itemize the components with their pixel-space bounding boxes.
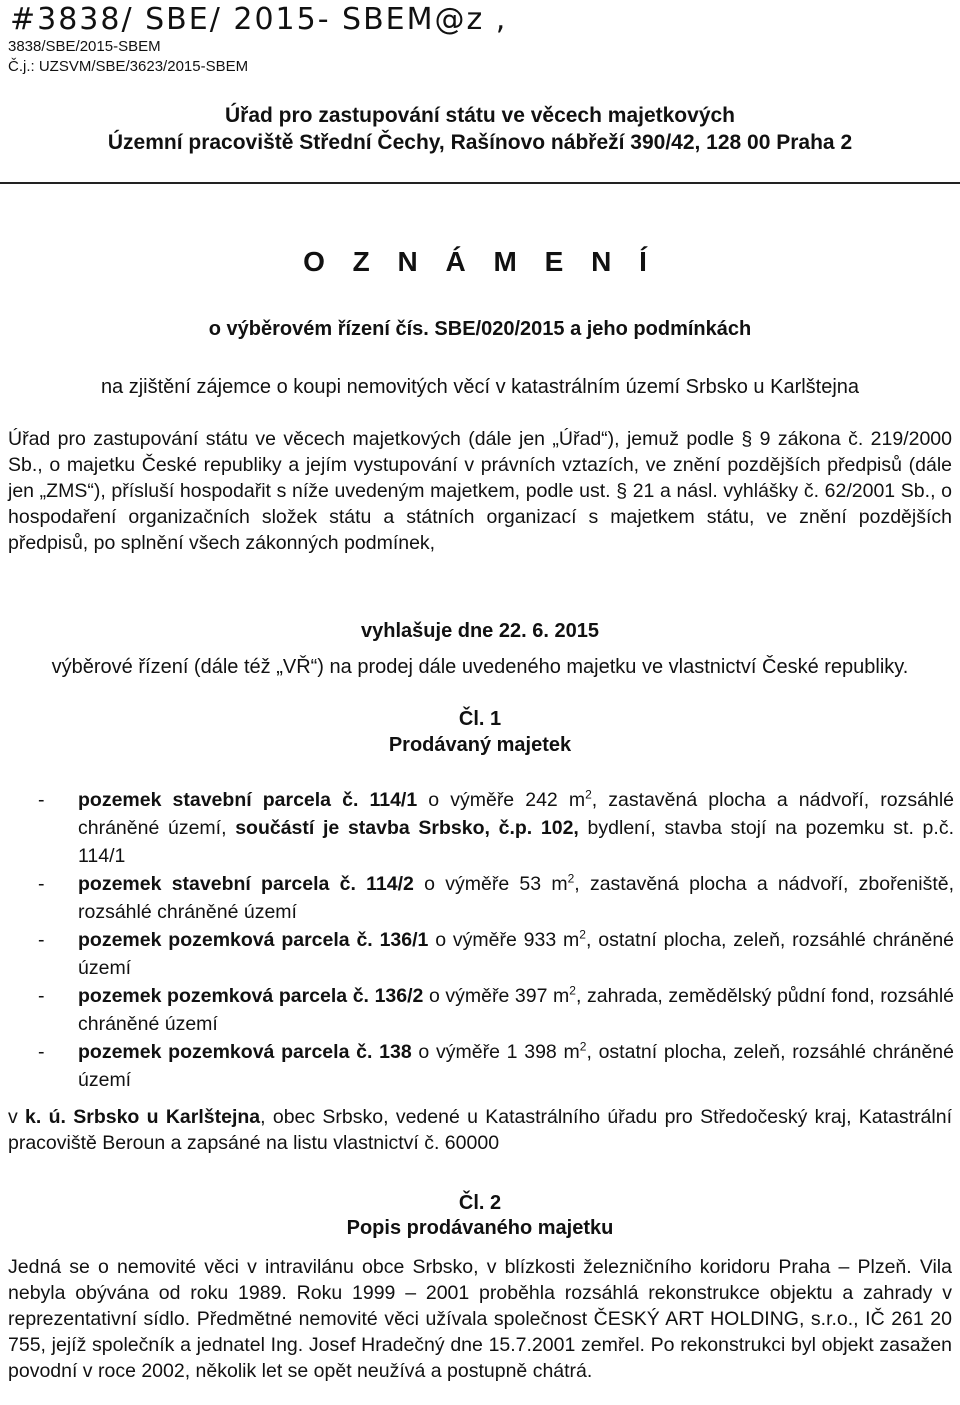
- authority-address: Územní pracoviště Střední Čechy, Rašínovo nábřeží 390/42, 128 00 Praha 2: [107, 131, 853, 154]
- article-2-number: Čl. 2: [458, 1192, 502, 1214]
- parcel-number: 138: [379, 1041, 412, 1063]
- parcel-area: o výměře 53 m: [424, 873, 568, 895]
- parcel-area: o výměře 242 m: [428, 789, 586, 811]
- parcel-label: pozemek pozemková parcela č.: [78, 929, 373, 951]
- list-item: [38, 926, 954, 982]
- article-1-number: Čl. 1: [458, 708, 502, 730]
- announcement-date: vyhlašuje dne 22. 6. 2015: [361, 620, 599, 642]
- area-unit-exponent: 2: [567, 871, 575, 886]
- parcel-number: 136/1: [379, 929, 429, 951]
- parcel-number: 136/2: [374, 985, 424, 1007]
- parcel-description: , ostatní plocha, zeleň, rozsáhlé chráněné území: [78, 929, 955, 979]
- parcel-description: , zastavěná plocha a nádvoří, rozsáhlé chráněné území,: [78, 789, 955, 839]
- list-dash: -: [38, 789, 45, 811]
- location-paragraph: [8, 1104, 952, 1156]
- area-unit-exponent: 2: [579, 1039, 587, 1054]
- parcel-number: 114/2: [366, 873, 414, 895]
- property-list: [38, 786, 954, 1094]
- notice-subtitle: o výběrovém řízení čís. SBE/020/2015 a jeho podmínkách: [208, 318, 752, 340]
- cadastral-abbr: k. ú.: [25, 1106, 66, 1128]
- list-item: [38, 870, 954, 926]
- parcel-label: pozemek pozemková parcela č.: [78, 1041, 373, 1063]
- notice-title: O Z N Á M E N Í: [303, 246, 657, 277]
- header-divider: [0, 182, 960, 184]
- area-unit-exponent: 2: [579, 927, 586, 942]
- intro-paragraph: Úřad pro zastupování státu ve věcech majetkových (dále jen „Úřad“), jemuž podle § 9 zákona č. 219/2000 Sb., o majetku České republiky a jejím vystupování v právních vztazích, ve znění pozdějších předpisů (dále jen „ZMS“), přísluší hospodařit s níže uvedeným majetkem, podle ust. § 21 a násl. vyhlášky č. 62/2001 Sb., o hospodaření organizačních složek státu a státních organizací s majetkem státu, ve znění pozdějších předpisů, po splnění všech zákonných podmínek,: [8, 428, 952, 554]
- parcel-label: pozemek pozemková parcela č.: [78, 985, 369, 1007]
- parcel-area: o výměře 1 398 m: [418, 1041, 580, 1063]
- cadastral-name: Srbsko u Karlštejna: [73, 1106, 261, 1128]
- list-item: [38, 982, 954, 1038]
- building-description: bydlení, stavba stojí na pozemku st. p.č. 114/1: [78, 817, 954, 867]
- area-unit-exponent: 2: [569, 983, 576, 998]
- list-dash: -: [38, 929, 45, 951]
- parcel-area: o výměře 397 m: [428, 985, 570, 1007]
- parcel-description: , zahrada, zemědělský půdní fond, rozsáhlé chráněné území: [78, 985, 955, 1035]
- parcel-label: pozemek stavební parcela č.: [78, 873, 356, 895]
- document-code: #3838/ SBE/ 2015- SBEM@z ,: [10, 2, 508, 37]
- list-dash: -: [38, 985, 45, 1007]
- article-2-heading: Popis prodávaného majetku: [346, 1217, 614, 1239]
- description-paragraph: Jedná se o nemovité věci v intravilánu obce Srbsko, v blízkosti železničního koridoru Praha – Plzeň. Vila nebyla obývána od roku 1989. Roku 1999 – 2001 proběhla rozsáhlá rekonstrukce objektu a zahrady v reprezentativní sídlo. Předmětné nemovité věci užívala společnost ČESKÝ ART HOLDING, s.r.o., IČ 261 20 755, jejíž společník a jednatel Ing. Josef Hradečný dne 15.7.2001 zemřel. Po rekonstrukci byl objekt zasažen povodní v roce 2002, několik let se opět neužívá a postupně chátrá.: [8, 1256, 952, 1382]
- case-number: Č.j.: UZSVM/SBE/3623/2015-SBEM: [8, 58, 249, 75]
- parcel-area: o výměře 933 m: [435, 929, 580, 951]
- parcel-description: , ostatní plocha, zeleň, rozsáhlé chráněné území: [78, 1041, 954, 1091]
- tender-statement: výběrové řízení (dále též „VŘ“) na prodej dále uvedeného majetku ve vlastnictví České republiky.: [51, 656, 909, 678]
- parcel-number: 114/1: [369, 789, 418, 811]
- authority-name: Úřad pro zastupování státu ve věcech majetkových: [224, 104, 736, 127]
- area-unit-exponent: 2: [585, 787, 592, 802]
- reference-number: 3838/SBE/2015-SBEM: [8, 38, 161, 55]
- list-item: [38, 786, 954, 870]
- list-item: [38, 1038, 954, 1094]
- location-details: , obec Srbsko, vedené u Katastrálního úřadu pro Středočeský kraj, Katastrální pracoviště Beroun a zapsáné na listu vlastnictví č. 60000: [8, 1106, 953, 1154]
- notice-purpose: na zjištění zájemce o koupi nemovitých věcí v katastrálním území Srbsko u Karlštejna: [100, 376, 860, 398]
- parcel-description: , zastavěná plocha a nádvoří, zbořeniště, rozsáhlé chráněné území: [78, 873, 955, 923]
- article-1-heading: Prodávaný majetek: [388, 734, 572, 756]
- location-prefix: v: [8, 1106, 18, 1128]
- building-note: součástí je stavba Srbsko, č.p. 102,: [235, 817, 579, 839]
- parcel-label: pozemek stavební parcela č.: [78, 789, 359, 811]
- list-dash: -: [38, 1041, 45, 1063]
- list-dash: -: [38, 873, 45, 895]
